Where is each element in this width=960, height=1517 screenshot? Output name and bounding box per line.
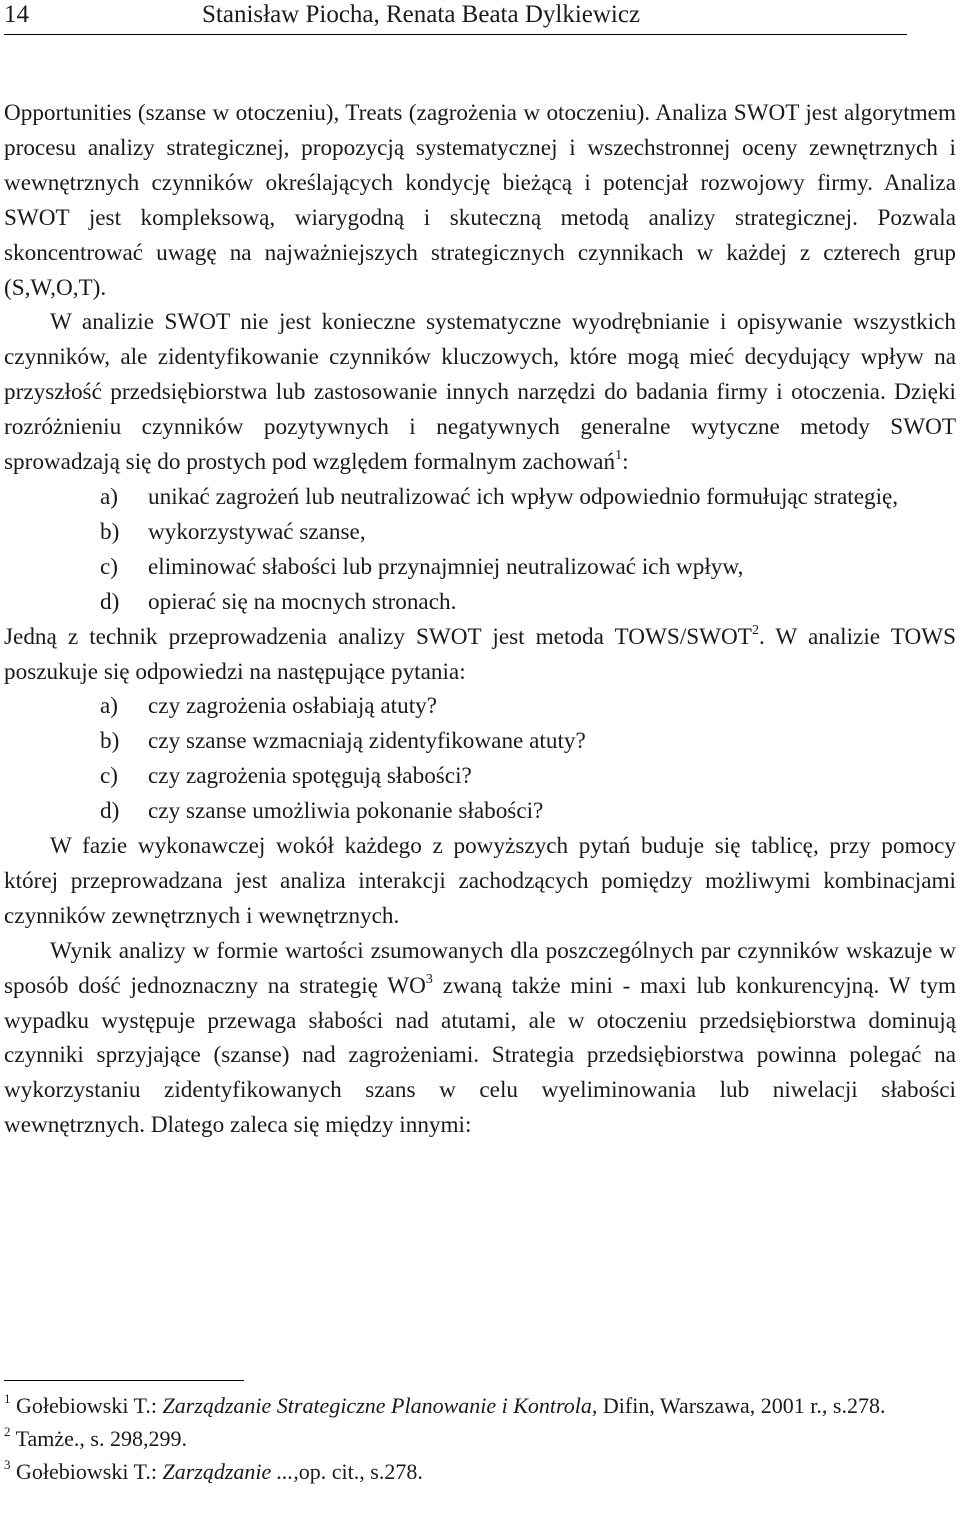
list-marker: a) <box>100 483 119 510</box>
footnote-text: Gołebiowski T.: <box>10 1459 163 1484</box>
footnote-number: 2 <box>4 1423 11 1439</box>
paragraph-2 <box>4 305 956 480</box>
list-item <box>100 515 956 550</box>
list-item-text: wykorzystywać szanse, <box>148 518 366 545</box>
header-authors: Stanisław Piocha, Renata Beata Dylkiewicz <box>202 1 641 28</box>
footnote-text: Tamże., s. 298,299. <box>10 1426 187 1451</box>
paragraph-4: W fazie wykonawczej wokół każdego z powyższych pytań buduje się tablicę, przy pomocy której przeprowadzana jest analiza interakcji zachodzących pomiędzy możliwymi kombinacjami czynników zewnętrznych i wewnętrznych. <box>4 833 956 929</box>
footnote-title: Zarządzanie Strategiczne Planowanie i Kontrola, <box>162 1393 598 1418</box>
list-item-text: eliminować słabości lub przynajmniej neutralizować ich wpływ, <box>148 553 744 580</box>
footnote-ref-1[interactable]: 1 <box>615 448 623 464</box>
footnote-1 <box>4 1389 939 1422</box>
paragraph-3 <box>4 620 956 690</box>
list-item-text: czy szanse wzmacniają zidentyfikowane atuty? <box>148 728 586 755</box>
paragraph-2-end: : <box>622 449 629 476</box>
footnote-number: 3 <box>4 1456 11 1472</box>
footnote-3 <box>4 1455 939 1488</box>
list-item <box>100 724 956 759</box>
paragraph-5-end: zwaną także mini - maxi lub konkurencyjną. W tym wypadku występuje przewaga słabości nad atutami, ale w otoczeniu przedsiębiorstwa dominują czynniki sprzyjające (szanse) nad zagrożeniami. Strategia przedsiębiorstwa powinna polegać na wykorzystaniu zidentyfikowanych szans w celu wyeliminowania lub niwelacji słabości wewnętrznych. Dlatego zaleca się między innymi: <box>4 972 956 1139</box>
list-marker: b) <box>100 728 120 755</box>
list-item-text: czy zagrożenia spotęgują słabości? <box>148 763 472 790</box>
list-item-text: czy zagrożenia osłabiają atuty? <box>148 693 438 720</box>
list-marker: c) <box>100 763 119 790</box>
footnotes <box>4 1389 939 1488</box>
swot-guidelines-list <box>4 480 956 620</box>
main-text <box>4 96 956 1143</box>
list-item-text: opierać się na mocnych stronach. <box>148 588 457 615</box>
list-marker: c) <box>100 553 119 580</box>
list-item-text: unikać zagrożeń lub neutralizować ich wpływ odpowiednio formułując strategię, <box>148 483 899 510</box>
footnote-ref-3[interactable]: 3 <box>425 971 433 987</box>
running-header <box>4 0 907 35</box>
list-item <box>100 550 956 585</box>
paragraph-5-text: Wynik analizy w formie wartości zsumowanych dla poszczególnych par czynników wskazuje w sposób dość jednoznaczny na strategię WO <box>4 937 956 999</box>
list-item <box>100 794 956 829</box>
list-item <box>100 480 956 515</box>
footnote-number: 1 <box>4 1390 11 1406</box>
footnote-ref-2[interactable]: 2 <box>751 622 759 638</box>
paragraph-5 <box>4 934 956 1143</box>
paragraph-2-text: W analizie SWOT nie jest konieczne systematyczne wyodrębnianie i opisywanie wszystkich czynników, ale zidentyfikowanie czynników kluczowych, które mogą mieć decydujący wpływ na przyszłość przedsiębiorstwa lub zastosowanie innych narzędzi do badania firmy i otoczenia. Dzięki rozróżnieniu czynników pozytywnych i negatywnych generalne wytyczne metody SWOT sprowadzają się do prostych pod względem formalnym zachowań <box>4 309 956 476</box>
list-item <box>100 759 956 794</box>
list-marker: a) <box>100 693 119 720</box>
list-marker: b) <box>100 518 120 545</box>
list-item <box>100 585 956 620</box>
footnote-text-end: op. cit., s.278. <box>298 1459 423 1484</box>
page-number: 14 <box>4 1 29 28</box>
list-marker: d) <box>100 798 120 825</box>
paragraph-3-end: . W analizie TOWS poszukuje się odpowiedzi na następujące pytania: <box>4 623 956 685</box>
list-marker: d) <box>100 588 120 615</box>
list-item <box>100 689 956 724</box>
tows-questions-list <box>4 689 956 829</box>
footnote-text-end: Difin, Warszawa, 2001 r., s.278. <box>597 1393 886 1418</box>
list-item-text: czy szanse umożliwia pokonanie słabości? <box>148 798 544 825</box>
footnote-2 <box>4 1422 939 1455</box>
paragraph-3-text: Jedną z technik przeprowadzenia analizy SWOT jest metoda TOWS/SWOT <box>4 623 752 650</box>
footnote-title: Zarządzanie ..., <box>162 1459 299 1484</box>
paragraph-1: Opportunities (szanse w otoczeniu), Treats (zagrożenia w otoczeniu). Analiza SWOT jest algorytmem procesu analizy strategicznej, propozycją systematycznej i wszechstronnej oceny zewnętrznych i wewnętrznych czynników określających kondycję bieżącą i potencjał rozwojowy firmy. Analiza SWOT jest kompleksową, wiarygodną i skuteczną metodą analizy strategicznej. Pozwala skoncentrować uwagę na najważniejszych strategicznych czynnikach w każdej z czterech grup (S,W,O,T). <box>4 100 956 301</box>
footnote-separator <box>4 1380 244 1381</box>
footnote-text: Gołebiowski T.: <box>10 1393 163 1418</box>
